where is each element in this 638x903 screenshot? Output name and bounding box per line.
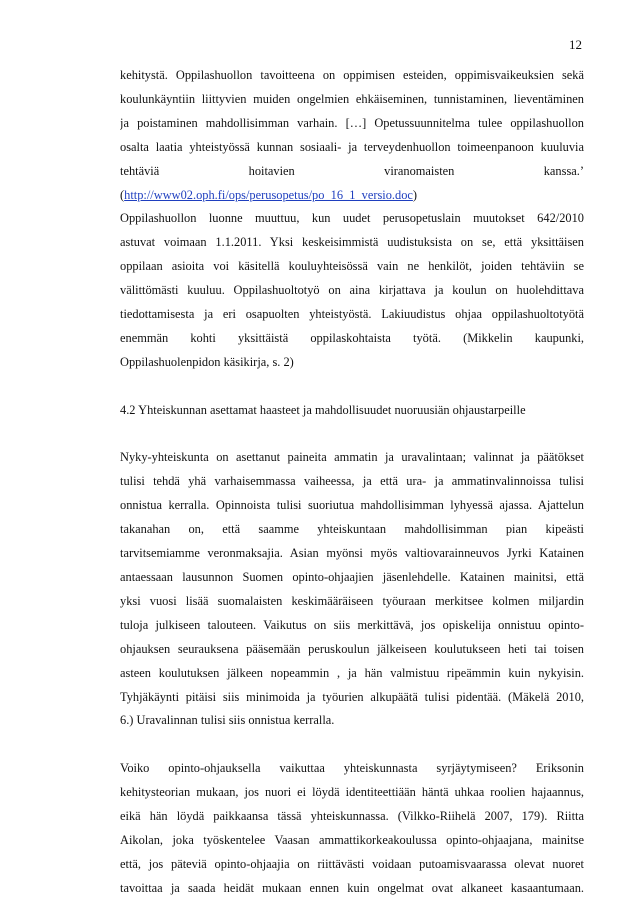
paragraph-2 [120, 207, 584, 374]
page-number: 12 [569, 37, 582, 52]
paragraph-1 [120, 64, 584, 207]
text-line: enemmän kohti yksittäistä oppilaskohtaista työtä. (Mikkelin kaupunki, [120, 330, 584, 345]
text-line: tuloja julkiseen talouteen. Vaikutus on siis merkittävä, jos opiskelija onnistuu opinto- [120, 617, 584, 632]
text-line: tiedottamisesta ja eri osapuolten yhteistyöstä. Lakiuudistus ohjaa oppilashuoltotyötä [120, 307, 584, 322]
text-line: välittömästi kuuluu. Oppilashuoltotyö on aina kirjattava ja koulun on huolehdittava [120, 283, 584, 298]
paragraph-spacer [120, 733, 584, 757]
source-link[interactable]: http://www02.oph.fi/ops/perusopetus/po_16_1_versio.doc [124, 187, 413, 202]
text-line: tulisi tehdä yhä varhaisemmassa vaiheessa, ja että ura- ja ammatinvalinnoissa tulisi [120, 474, 584, 489]
text-line: Nyky-yhteiskunta on asettanut paineita ammatin ja uravalintaan; valinnat ja päätökset [120, 450, 584, 465]
text-line: tavoittaa ja saada heidät mukaan ennen kuin ongelmat ovat alkaneet kasaantumaan. [120, 880, 584, 895]
paragraph-spacer [120, 423, 584, 447]
section-heading: 4.2 Yhteiskunnan asettamat haasteet ja mahdollisuudet nuoruusiän ohjaustarpeille [120, 402, 526, 417]
text-line: Tyhjäkäynti pitäisi siis minimoida ja työurien alkupäätä tulisi pidentää. (Mäkelä 2010, [120, 689, 584, 704]
text-line: Voiko opinto-ohjauksella vaikuttaa yhteiskunnasta syrjäytymiseen? Eriksonin [120, 761, 584, 776]
text-line: tehtäviä hoitavien viranomaisten kanssa.’ [120, 163, 584, 178]
paragraph-spacer [120, 375, 584, 399]
text-line: tarvitsemiamme veronmaksajia. Asian myönsi myös valtiovarainneuvos Jyrki Katainen [120, 546, 584, 561]
text-line: kehitystä. Oppilashuollon tavoitteena on oppimisen esteiden, oppimisvaikeuksien sekä [120, 68, 584, 82]
text-line: että, jos päteviä opinto-ohjaajia on riittävästi voidaan putoamisvaarassa olevat nuoret [120, 856, 584, 871]
text-line: koulunkäyntiin liittyvien muiden ongelmien ehkäiseminen, tunnistaminen, lieventäminen [120, 91, 584, 106]
text-line: ja poistaminen mahdollisimman varhain. […] Opetussuunnitelma tulee oppilashuollon [120, 115, 584, 130]
text-line: eikä hän löydä paikkaansa tässä yhteiskunnassa. (Vilkko-Riihelä 2007, 179). Riitta [120, 809, 584, 824]
text-line: asteen koulutuksen jälkeen nopeammin , ja hän valmistuu ripeämmin kuin nykyisin. [120, 665, 584, 680]
text-line: kehitysteorian mukaan, jos nuori ei löydä identiteettiään häntä uhkaa roolien hajaannus, [120, 785, 584, 800]
link-line [120, 184, 584, 208]
text-line: ohjauksen seurauksena pääsemään peruskoulun jälkeiseen koulutukseen heti tai toisen [120, 641, 584, 656]
text-line: antaessaan lausunnon Suomen opinto-ohjaajien jäsenlehdelle. Katainen mainitsi, että [120, 570, 584, 584]
text-line: 6.) Uravalinnan tulisi siis onnistua kerralla. [120, 713, 335, 728]
text-line: Oppilashuollon luonne muuttuu, kun uudet perusopetuslain muutokset 642/2010 [120, 211, 584, 226]
link-close-paren: ) [412, 187, 418, 202]
text-line: oppilaan asioita voi käsitellä kouluyhteisössä vain ne henkilöt, joiden tehtäviin se [120, 259, 584, 274]
paragraph-3 [120, 446, 584, 733]
text-line: osalta laatia yhteistyössä kunnan sosiaali- ja terveydenhuollon toimeenpanoon kuuluvia [120, 139, 584, 154]
text-line: takanahan on, että saamme yhteiskuntaan mahdollisimman pian kipeästi [120, 522, 584, 537]
text-line: Oppilashuolenpidon käsikirja, s. 2) [120, 354, 294, 369]
paragraph-4 [120, 757, 584, 900]
text-line: onnistua kerralla. Opinnoista tulisi suoriutua mahdollisimman lyhyessä ajassa. Ajattelun [120, 498, 584, 513]
link-open-paren: ( [120, 187, 125, 202]
text-line: Aikolan, joka työskentelee Vaasan ammattikorkeakoulussa opinto-ohjaajana, mainitse [120, 832, 584, 847]
text-line: astuvat voimaan 1.1.2011. Yksi keskeisimmistä uudistuksista on se, että yksittäisen [120, 235, 584, 250]
text-line: yksi vuosi lisää suomalaisten keskimääräiseen työuraan merkitsee kolmen miljardin [120, 593, 584, 608]
document-body [120, 64, 584, 901]
